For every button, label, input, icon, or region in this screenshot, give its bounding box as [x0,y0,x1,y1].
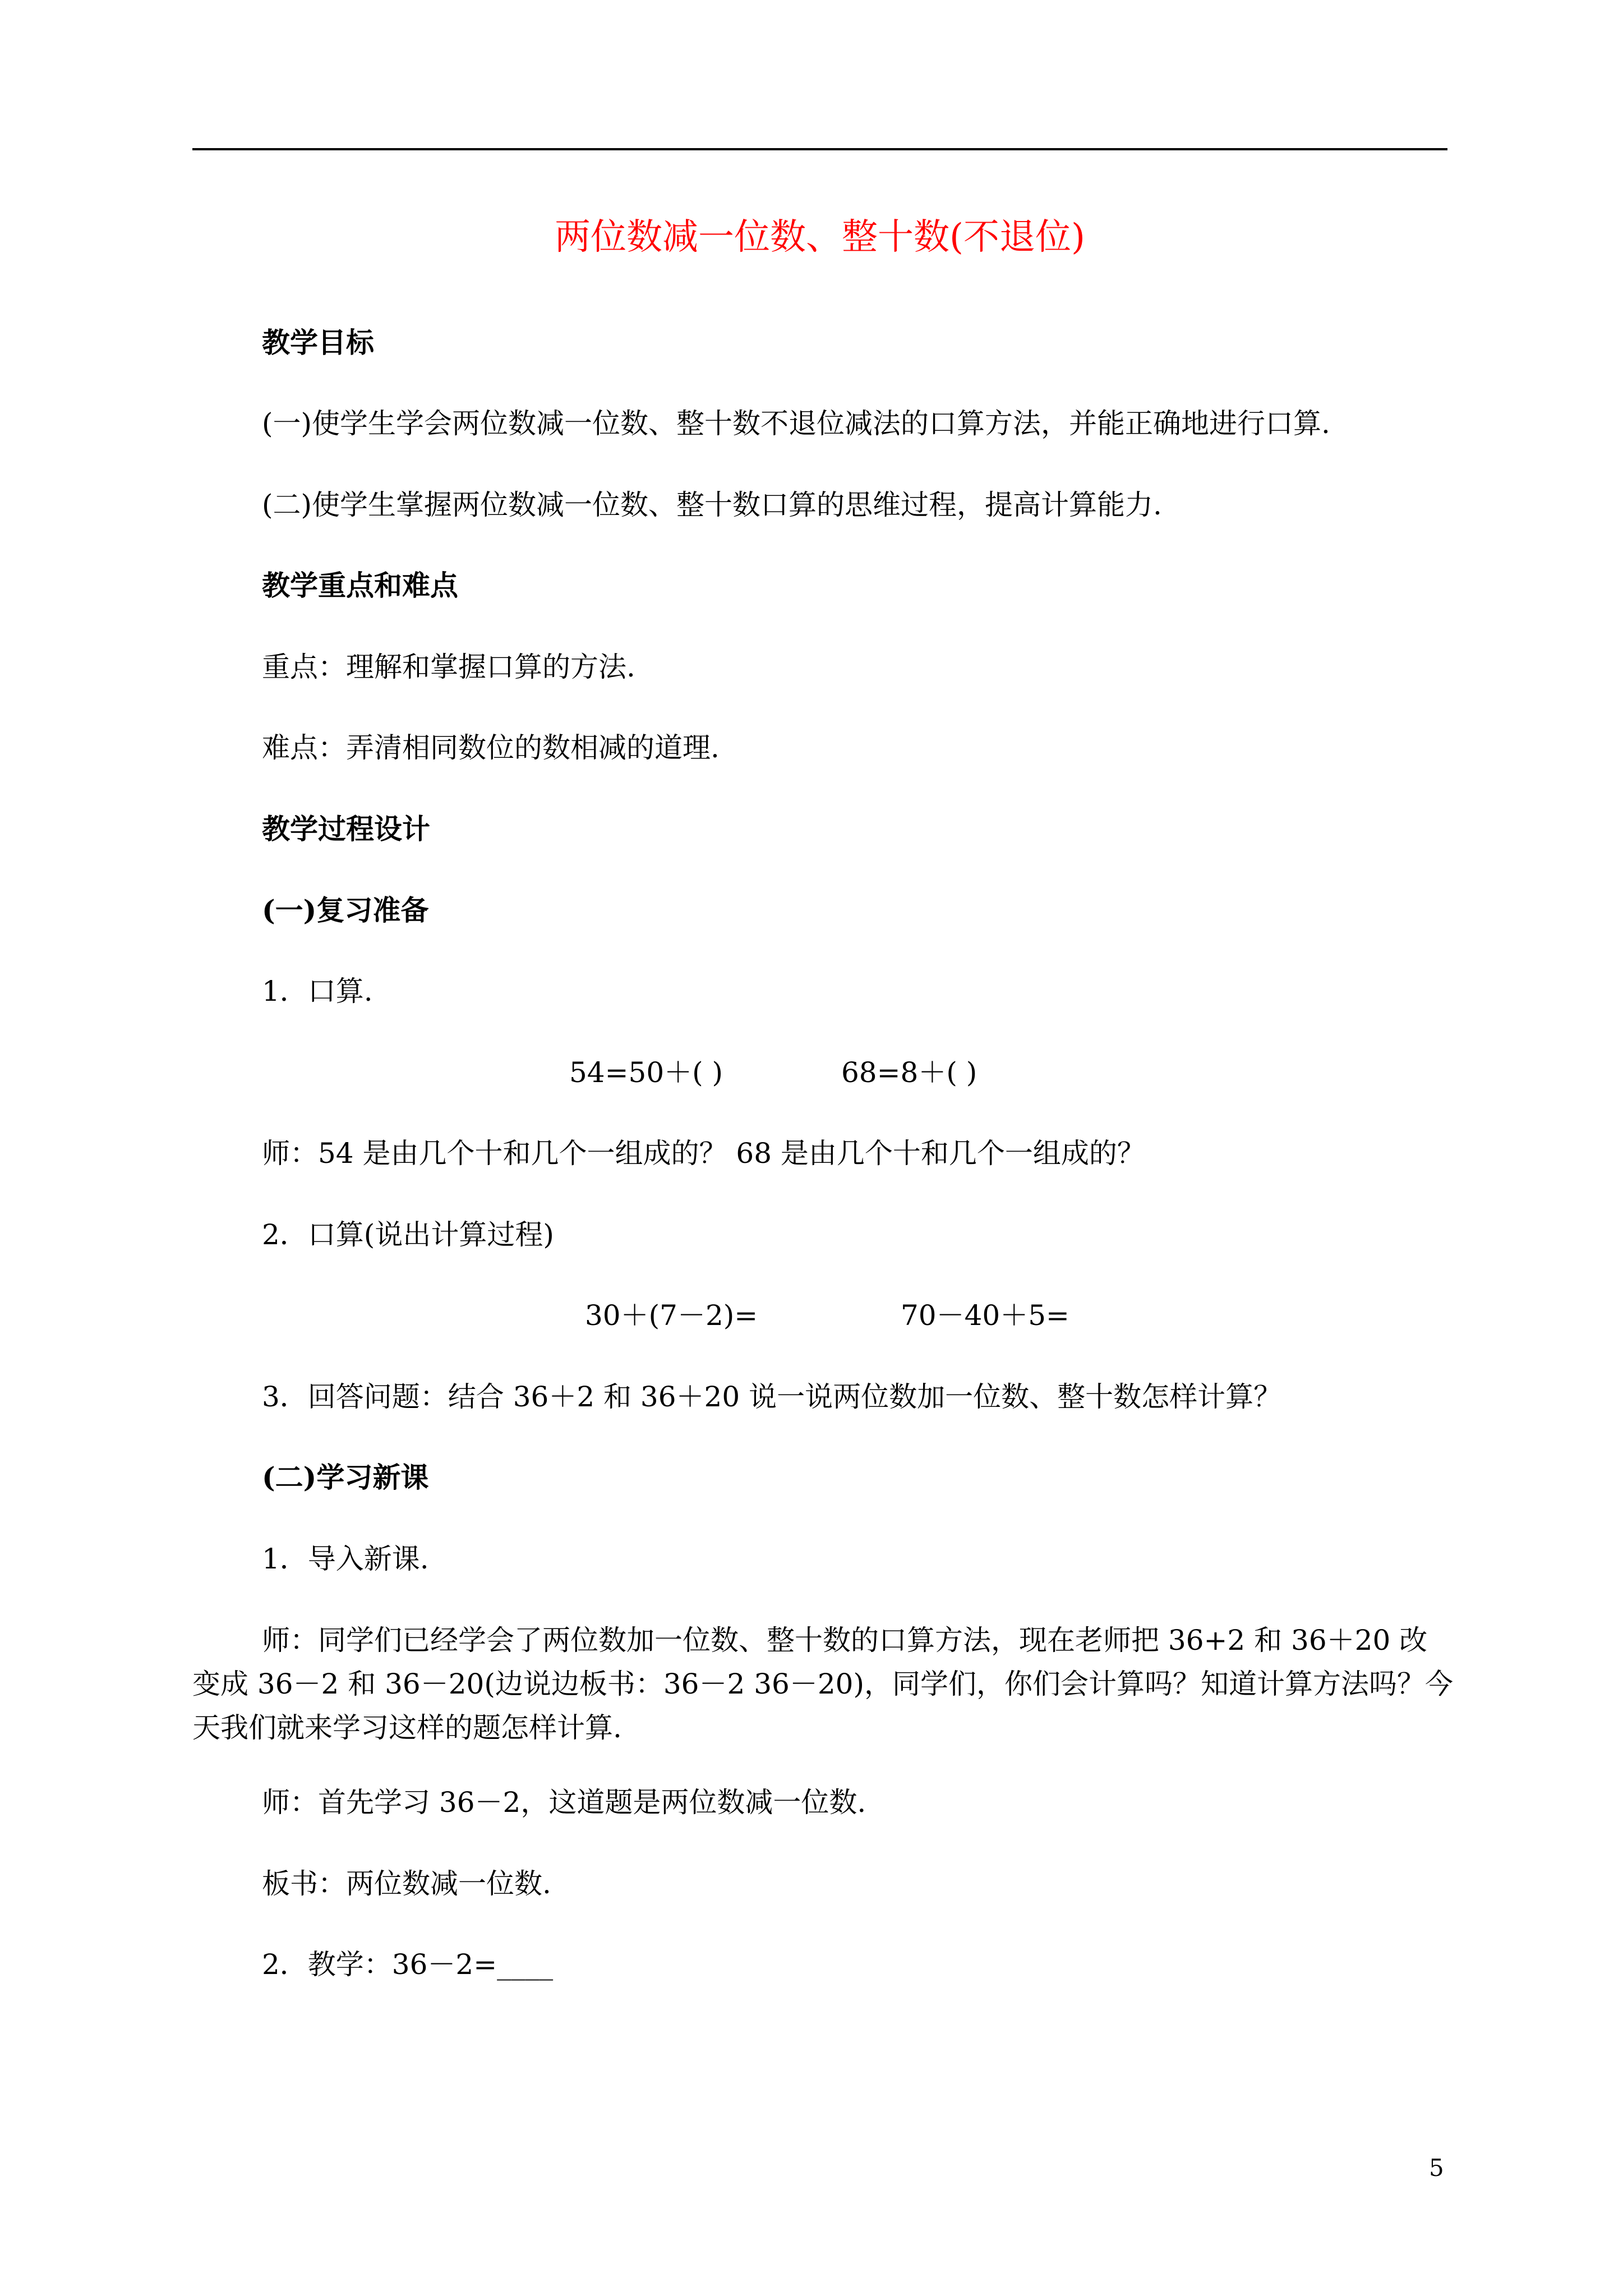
page-number: 5 [1429,2154,1444,2182]
review-formula-1b: 68=8＋( ) [841,1056,978,1089]
review-item-2: 2．口算(说出计算过程) [262,1218,554,1251]
review-item-3: 3．回答问题：结合 36＋2 和 36＋20 说一说两位数加一位数、整十数怎样计算？ [262,1381,1282,1413]
goal-1: (一)使学生学会两位数减一位数、整十数不退位减法的口算方法，并能正确地进行口算. [262,407,1330,440]
teacher-paragraph-line-2: 变成 36－2 和 36－20(边说边板书：36－2 36－20)，同学们，你们会计算吗？知道计算方法吗？今 [192,1668,1453,1700]
review-formula-2b: 70－40＋5= [901,1299,1069,1332]
teach-item-2: 2．教学：36－2=____ [262,1948,554,1981]
process-heading: 教学过程设计 [262,812,430,845]
keypoints-heading: 教学重点和难点 [262,569,458,602]
keypoint-text: 重点：理解和掌握口算的方法. [262,651,635,683]
review-item-1: 1．口算. [262,975,373,1007]
teacher-paragraph-line-1: 师：同学们已经学会了两位数加一位数、整十数的口算方法，现在老师把 36+2 和 36＋20 改 [262,1624,1428,1657]
teacher-paragraph-line-3: 天我们就来学习这样的题怎样计算. [192,1711,622,1744]
new-lesson-heading: (二)学习新课 [262,1461,429,1494]
review-formula-1a: 54=50＋( ) [569,1056,723,1089]
review-question-1: 师：54 是由几个十和几个一组成的？ 68 是由几个十和几个一组成的？ [262,1137,1145,1170]
review-heading: (一)复习准备 [262,894,429,927]
goals-heading: 教学目标 [262,326,374,359]
teacher-first: 师：首先学习 36－2，这道题是两位数减一位数. [262,1786,866,1819]
review-formula-2a: 30＋(7－2)= [585,1299,758,1332]
new-item-1: 1．导入新课. [262,1543,429,1575]
board-note: 板书：两位数减一位数. [262,1867,551,1900]
document-title: 两位数减一位数、整十数(不退位) [555,217,1085,258]
difficulty-text: 难点：弄清相同数位的数相减的道理. [262,731,720,764]
goal-2: (二)使学生掌握两位数减一位数、整十数口算的思维过程，提高计算能力. [262,489,1162,521]
header-rule [192,148,1447,150]
